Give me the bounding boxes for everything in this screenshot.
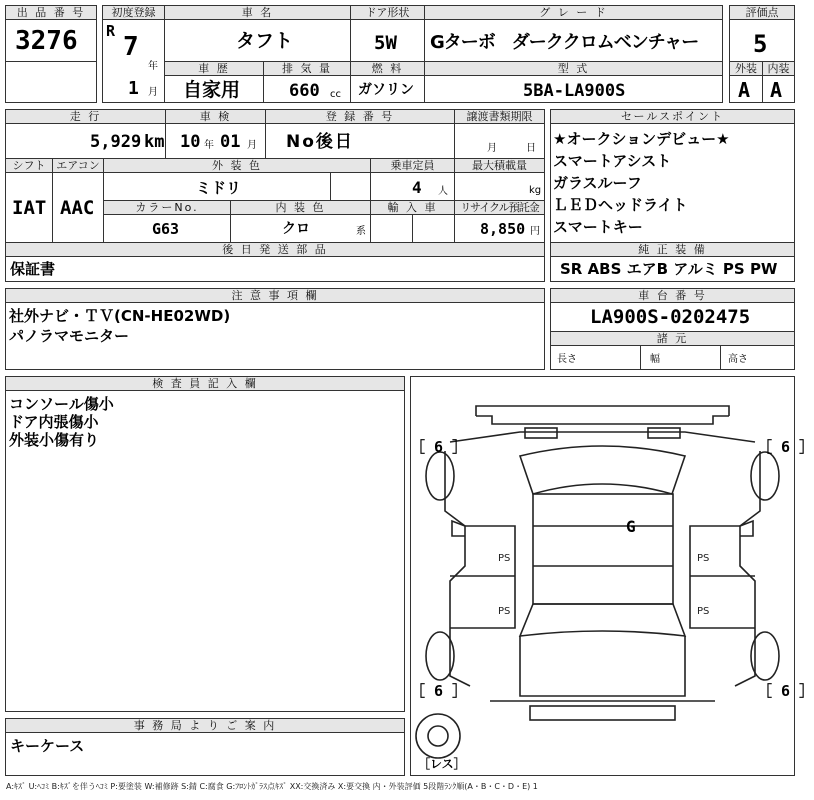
reg-year-unit: 年 [148,61,158,72]
load-unit: kg [529,185,542,196]
sales-point-item: ＬＥＤヘッドライト [553,196,688,214]
tire-front-left [426,452,454,500]
model-value: 5BA-LA900S [523,81,626,101]
interior-value: A [770,78,783,102]
body-right-front [740,451,760,628]
reg-month: 1 [128,78,139,99]
door-value: 5W [374,32,397,54]
damage-mark-g: G [626,517,636,536]
transfer-month: 月 [487,143,497,154]
sales-point-item: ガラスルーフ [553,174,642,192]
equipment-label: 純 正 装 備 [550,242,795,257]
ext-color-label: 外 装 色 [103,158,371,173]
shift-value: IAT [12,197,47,219]
notes-line: パノラマモニター [9,327,130,345]
reg-no-value: No後日 [286,132,354,152]
model-label: 型 式 [424,61,723,76]
recycle-value: 8,850 [480,220,526,238]
width-label: 幅 [650,354,660,365]
recycle-label: リサイクル預託金 [454,200,545,215]
import-split [412,214,413,242]
ext-color-split [330,172,331,200]
ac-label: エアコン [52,158,104,173]
lot-label: 出 品 番 号 [5,5,97,20]
headlight-right [648,428,680,438]
history-label: 車 歴 [164,61,264,76]
sales-points-label: セールスポイント [550,109,795,124]
spec-vdiv-c [454,109,455,159]
spec-vdiv-b [265,109,266,159]
ps-right-rear: PS [697,606,710,617]
notes-list [9,306,230,346]
later-value: 保証書 [10,260,56,278]
mirror-left [452,521,465,536]
mileage-label: 走 行 [5,109,166,124]
roof [533,494,673,604]
inspection-month-unit: 月 [247,140,257,151]
ps-left-front: PS [498,553,511,564]
sales-point-item: ★オークションデビュー★ [553,130,730,148]
notes-line: 社外ナビ・ＴＶ(CN-HE02WD) [9,307,231,325]
inspection-month: 01 [220,132,241,152]
int-color-label: 内 装 色 [230,200,371,215]
history-value: 自家用 [183,79,241,101]
front-bumper [476,406,729,424]
windshield [520,446,685,494]
tire-front-right [751,452,779,500]
reg-year: 7 [123,32,139,62]
dims-split-1 [640,345,641,370]
color-no-value: G63 [152,220,180,238]
door-label: ドア形状 [350,5,425,20]
sales-points-list [553,128,730,238]
lot-number: 3276 [15,26,78,56]
inspector-list [9,395,114,449]
spec-vdiv-shift [52,158,53,242]
ac-value: AAC [60,197,95,219]
transfer-label: 譲渡書類期限 [454,109,545,124]
tire-rr-depth: ［ 6 ］ [757,682,814,700]
inspection-year-unit: 年 [204,140,214,151]
height-label: 高さ [728,354,748,365]
spec-vdiv-a [165,109,166,159]
inspector-line: コンソール傷小 [9,395,114,413]
transfer-day: 日 [526,143,536,154]
displacement-label: 排 気 量 [263,61,351,76]
reg-month-unit: 月 [148,87,158,98]
body-right-rear [735,628,755,686]
interior-label: 内装 [762,61,795,76]
car-diagram [410,376,795,776]
office-label: 事 務 局 よ り ご 案 内 [5,718,405,733]
recycle-unit: 円 [530,226,540,237]
mileage-value: 5,929 [90,132,142,152]
chassis-value: LA900S-0202475 [590,306,751,328]
capacity-value: 4 [412,178,422,197]
tailgate [520,636,685,696]
hood-outline [450,432,755,442]
equipment-value: SR ABS エアB アルミ PS PW [560,260,778,278]
displacement-unit: cc [330,89,341,100]
fuel-label: 燃 料 [350,61,425,76]
sales-point-item: スマートアシスト [553,152,672,170]
spare-tire-inner [428,726,448,746]
car-name-label: 車 名 [164,5,351,20]
exterior-label: 外装 [729,61,763,76]
notes-label: 注 意 事 項 欄 [5,288,545,303]
fuel-value: ガソリン [358,82,414,98]
inspection-label: 車 検 [165,109,266,124]
length-label: 長さ [557,354,577,365]
score-label: 評価点 [729,5,795,20]
rear-window [520,604,685,636]
inspection-year: 10 [180,132,201,152]
era: R [106,22,116,40]
int-color-unit: 系 [356,226,366,237]
ps-right-front: PS [697,553,710,564]
grade-value: Gターボ ダーククロムベンチャー [430,32,699,53]
rear-bumper [530,706,675,720]
body-left-front [445,451,465,628]
roof-panorama [533,526,673,566]
shift-label: シフト [5,158,53,173]
headlight-left [525,428,557,438]
mileage-unit: km [144,132,165,152]
displacement-value: 660 [289,81,320,101]
capacity-label: 乗車定員 [370,158,455,173]
inspector-label: 検 査 員 記 入 欄 [5,376,405,391]
inspector-line: ドア内張傷小 [9,413,99,431]
spare-tire [416,714,460,758]
capacity-unit: 人 [438,186,448,197]
import-label: 輸 入 車 [370,200,455,215]
legend-text: A:ｷｽﾞ U:ﾍｺﾐ B:ｷｽﾞを伴うﾍｺﾐ P:要塗装 W:補修跡 S:錆 C:腐食 G:ﾌﾛﾝﾄｶﾞﾗｽ点ｷｽﾞ XX:交換済み X:要交換 内・外装評価 5段階ﾗﾝｸ順(A・B・C・D・E) 1 [6,782,538,791]
lot-blank [5,61,97,103]
int-color-value: クロ [282,221,310,237]
later-label: 後 日 発 送 部 品 [5,242,545,257]
ext-color-value: ミドリ [196,179,242,197]
color-no-label: カラーNo. [103,200,231,215]
body-left-rear [450,628,470,686]
chassis-label: 車 台 番 号 [550,288,795,303]
reg-no-label: 登 録 番 号 [265,109,455,124]
exterior-value: A [738,78,751,102]
sales-point-item: スマートキー [553,218,643,236]
car-name: タフト [236,30,294,52]
dims-label: 諸 元 [550,331,795,346]
score-value: 5 [753,30,768,58]
tire-rl-depth: ［ 6 ］ [410,682,468,700]
grade-label: グ レ ー ド [424,5,723,20]
spare-tire-label: ［レス］ [418,757,466,771]
first-reg-label: 初度登録 [102,5,165,20]
tire-fr-depth: ［ 6 ］ [757,438,814,456]
ps-left-rear: PS [498,606,511,617]
office-value: キーケース [10,737,85,755]
load-label: 最大積載量 [454,158,545,173]
tire-fl-depth: ［ 6 ］ [410,438,468,456]
mirror-right [740,521,753,536]
spec-vdiv-f [230,200,231,242]
dims-split-2 [720,345,721,370]
inspector-line: 外装小傷有り [9,431,100,449]
